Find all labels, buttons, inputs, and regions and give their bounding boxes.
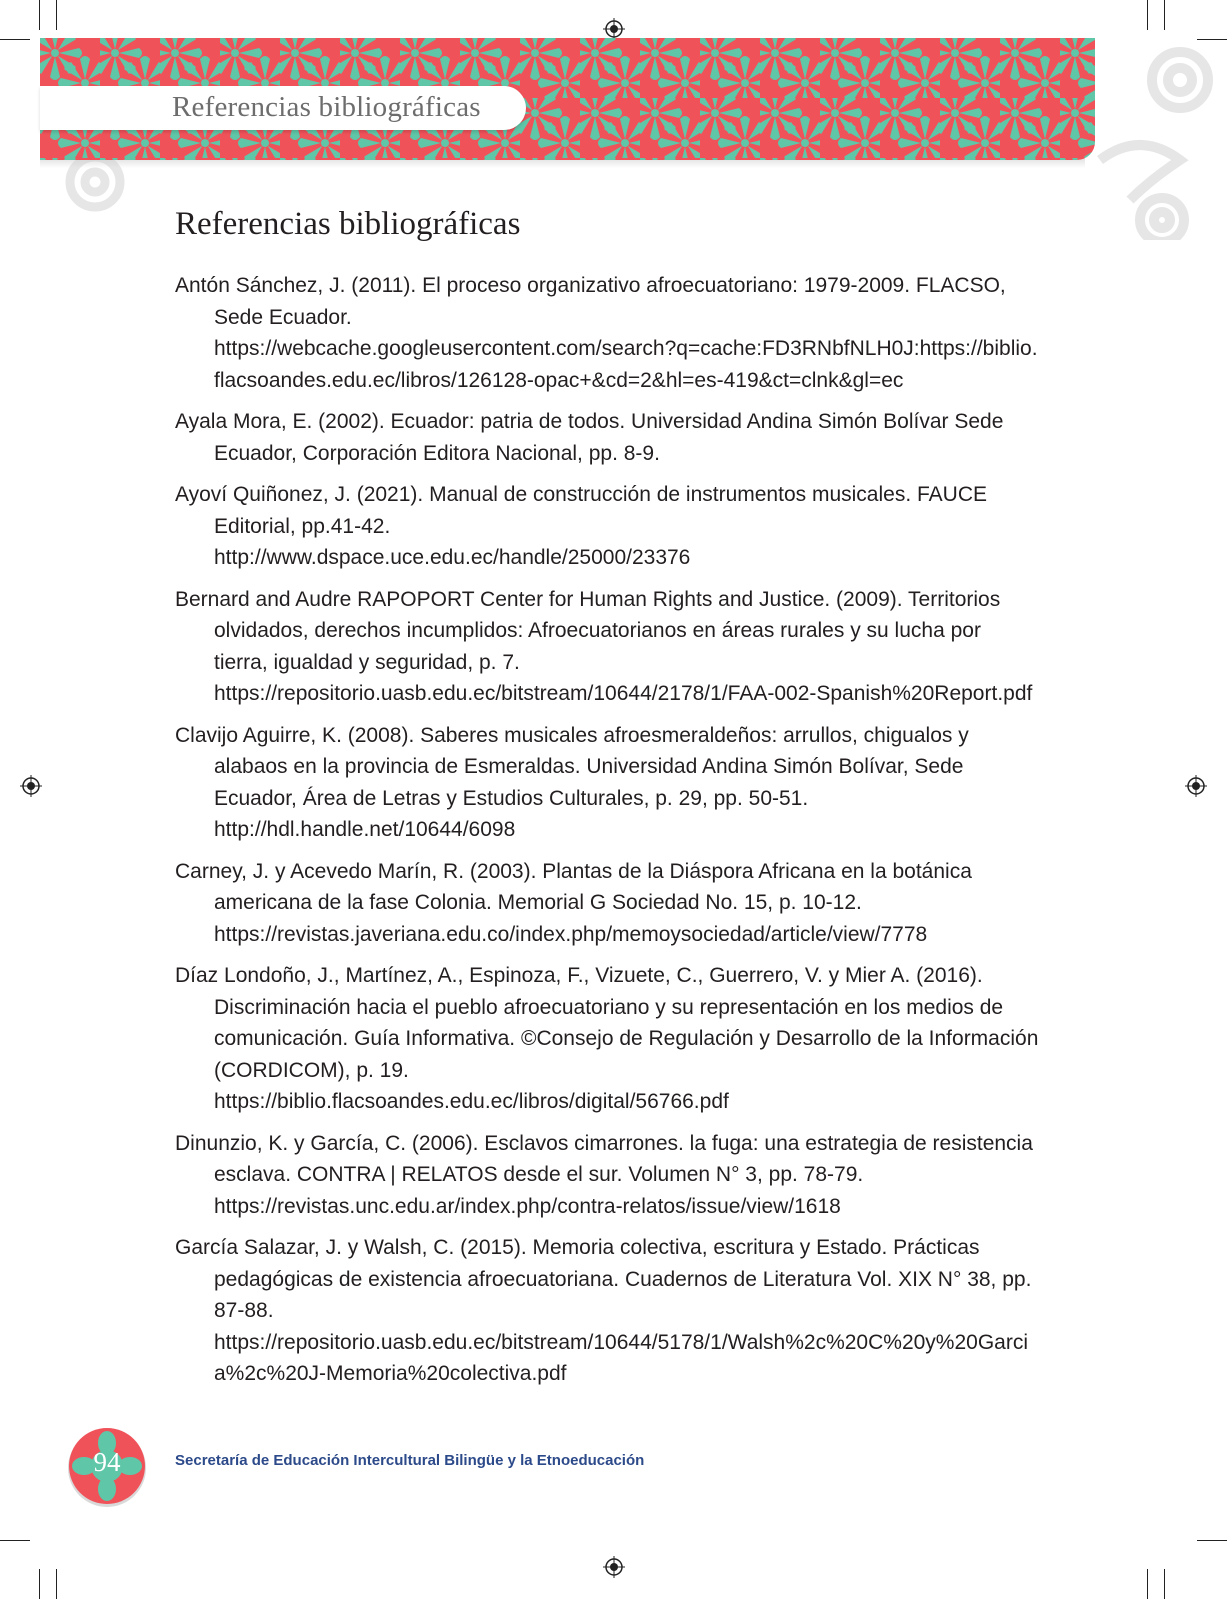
reference-item (175, 960, 1040, 1118)
registration-mark-icon (603, 1556, 625, 1578)
registration-mark-icon (20, 775, 42, 797)
reference-url[interactable]: http://hdl.handle.net/10644/6098 (214, 818, 516, 841)
reference-text: Ayala Mora, E. (2002). Ecuador: patria de todos. Universidad Andina Simón Bolívar Sede Ecuador, Corporación Editora Nacional, pp. 8-9. (175, 410, 1004, 465)
page-number: 94 (93, 1447, 121, 1477)
footer-publisher: Secretaría de Educación Intercultural Bilingüe y la Etnoeducación (175, 1452, 645, 1469)
reference-url[interactable]: http://www.dspace.uce.edu.ec/handle/25000/23376 (214, 546, 691, 569)
reference-text: Clavijo Aguirre, K. (2008). Saberes musicales afroesmeraldeños: arrullos, chigualos y alabaos en la provincia de Esmeraldas. Universidad Andina Simón Bolívar, Sede Ecuador, Área de Letras y Estudios Culturales, p. 29, pp. 50-51. (175, 723, 969, 810)
reference-text: Dinunzio, K. y García, C. (2006). Esclavos cimarrones. la fuga: una estrategia de resistencia esclava. CONTRA | RELATOS desde el sur. Volumen N° 3, pp. 78-79. (175, 1131, 1033, 1186)
crop-mark (1197, 1540, 1227, 1541)
crop-mark (1147, 1569, 1148, 1599)
reference-text: García Salazar, J. y Walsh, C. (2015). Memoria colectiva, escritura y Estado. Prácticas pedagógicas de existencia afroecuatoriana. Cuadernos de Literatura Vol. XIX N° 38, pp. 87-88. (175, 1236, 1032, 1322)
reference-url[interactable]: https://repositorio.uasb.edu.ec/bitstream/10644/5178/1/Walsh%2c%20C%20y%20Garcia%2c%20J-Memoria%20colectiva.pdf (214, 1330, 1029, 1385)
crop-mark (0, 1540, 30, 1541)
registration-mark-icon (1185, 775, 1207, 797)
reference-text: Bernard and Audre RAPOPORT Center for Human Rights and Justice. (2009). Territorios olvidados, derechos incumplidos: Afroecuatorianos en áreas rurales y su lucha por tierra, igualdad y seguridad, p. 7. (175, 587, 1001, 674)
crop-mark (56, 0, 57, 30)
reference-list (175, 270, 1040, 1400)
reference-text: Ayoví Quiñonez, J. (2021). Manual de construcción de instrumentos musicales. FAUCE Editorial, pp.41-42. (175, 483, 987, 538)
page-title: Referencias bibliográficas (175, 206, 521, 242)
reference-item (175, 856, 1040, 951)
reference-url[interactable]: https://webcache.googleusercontent.com/search?q=cache:FD3RNbfNLH0J:https://biblio.flacsoandes.edu.ec/libros/126128-opac+&cd=2&hl=es-419&ct=clnk&gl=ec (214, 337, 1038, 392)
reference-item (175, 406, 1040, 469)
header-title: Referencias bibliográficas (172, 91, 481, 123)
reference-item (175, 720, 1040, 846)
reference-text: Díaz Londoño, J., Martínez, A., Espinoza, F., Vizuete, C., Guerrero, V. y Mier A. (2016). Discriminación hacia el pueblo afroecuatoriano y su representación en los medios de comunicación. Guía Informativa. ©Consejo de Regulación y Desarrollo de la Información (CORDICOM), p. 19. (175, 964, 1039, 1082)
reference-item (175, 584, 1040, 710)
reference-text: Carney, J. y Acevedo Marín, R. (2003). Plantas de la Diáspora Africana en la botánica americana de la fase Colonia. Memorial G Sociedad No. 15, p. 10-12. (175, 859, 972, 914)
reference-item (175, 1128, 1040, 1223)
crop-mark (1147, 0, 1148, 30)
registration-mark-icon (603, 18, 625, 40)
crop-mark (56, 1569, 57, 1599)
decorative-swirl-icon (1080, 40, 1227, 240)
crop-mark (1164, 1569, 1165, 1599)
reference-text: Antón Sánchez, J. (2011). El proceso organizativo afroecuatoriano: 1979-2009. FLACSO, Sede Ecuador. (175, 274, 1006, 329)
reference-item (175, 270, 1040, 396)
crop-mark (0, 39, 30, 40)
crop-mark (39, 1569, 40, 1599)
reference-url[interactable]: https://revistas.javeriana.edu.co/index.php/memoysociedad/article/view/7778 (214, 922, 928, 946)
reference-url[interactable]: https://biblio.flacsoandes.edu.ec/libros/digital/56766.pdf (214, 1090, 729, 1113)
reference-item (175, 479, 1040, 574)
crop-mark (1164, 0, 1165, 30)
reference-item (175, 1232, 1040, 1390)
reference-url[interactable]: https://revistas.unc.edu.ar/index.php/contra-relatos/issue/view/1618 (214, 1194, 841, 1218)
reference-url[interactable]: https://repositorio.uasb.edu.ec/bitstream/10644/2178/1/FAA-002-Spanish%20Report.pdf (214, 682, 1033, 705)
crop-mark (39, 0, 40, 30)
